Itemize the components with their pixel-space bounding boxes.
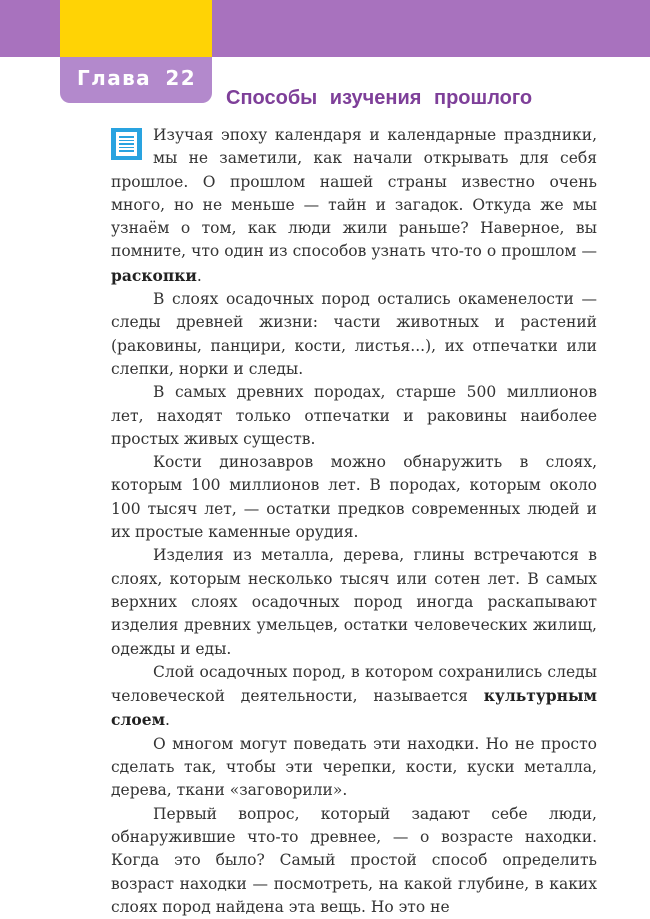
body-text: [111, 124, 597, 919]
paragraph-4: Кости динозавров можно обнаружить в слоях, которым 100 миллионов лет. В породах, которым около 100 тысяч лет, — остатки предков современных людей и их простые каменные орудия.: [111, 453, 597, 542]
paragraph-1: Изучая эпоху календаря и календарные праздники, мы не заметили, как начали открывать для себя прошлое. О прошлом нашей страны известно очень много, но не меньше — тайн и загадок. Откуда же мы узнаём о том, как люди жили раньше? Наверное, вы помните, что один из способов узнать что-то о прошлом — раскопки.: [111, 126, 597, 285]
term-cultural-layer: культурным слоем: [111, 686, 597, 730]
chapter-tab: [60, 57, 212, 103]
paragraph-5: Изделия из металла, дерева, глины встречаются в слоях, которым несколько тысяч или сотен лет. В самых верхних слоях осадочных пород иногда раскапывают изделия древних умельцев, остатки человеческих жилищ, одежды и еды.: [111, 546, 597, 658]
paragraph-6: Слой осадочных пород, в котором сохранились следы человеческой деятельности, называется культурным слоем.: [111, 662, 597, 730]
paragraph-8: Первый вопрос, который задают себе люди, обнаружившие что-то древнее, — о возрасте находки. Когда это было? Самый простой способ определить возраст находки — посмотреть, на какой глубине, в каких слоях пород найдена эта вещь. Но это не: [111, 804, 597, 916]
header-accent-block: [60, 0, 212, 57]
paragraph-7: О многом могут поведать эти находки. Но не просто сделать так, чтобы эти черепки, кости, куски металла, дерева, ткани «заговорили».: [111, 734, 597, 800]
chapter-label: Глава 22: [77, 66, 197, 90]
term-raskopki: раскопки: [111, 265, 197, 285]
chapter-title: Способы изучения прошлого: [226, 87, 533, 109]
paragraph-2: В слоях осадочных пород остались окаменелости — следы древней жизни: части животных и растений (раковины, панцири, кости, листья...), их отпечатки или слепки, норки и следы.: [111, 290, 597, 378]
paragraph-3: В самых древних породах, старше 500 миллионов лет, находят только отпечатки и раковины наиболее простых живых существ.: [111, 383, 597, 448]
